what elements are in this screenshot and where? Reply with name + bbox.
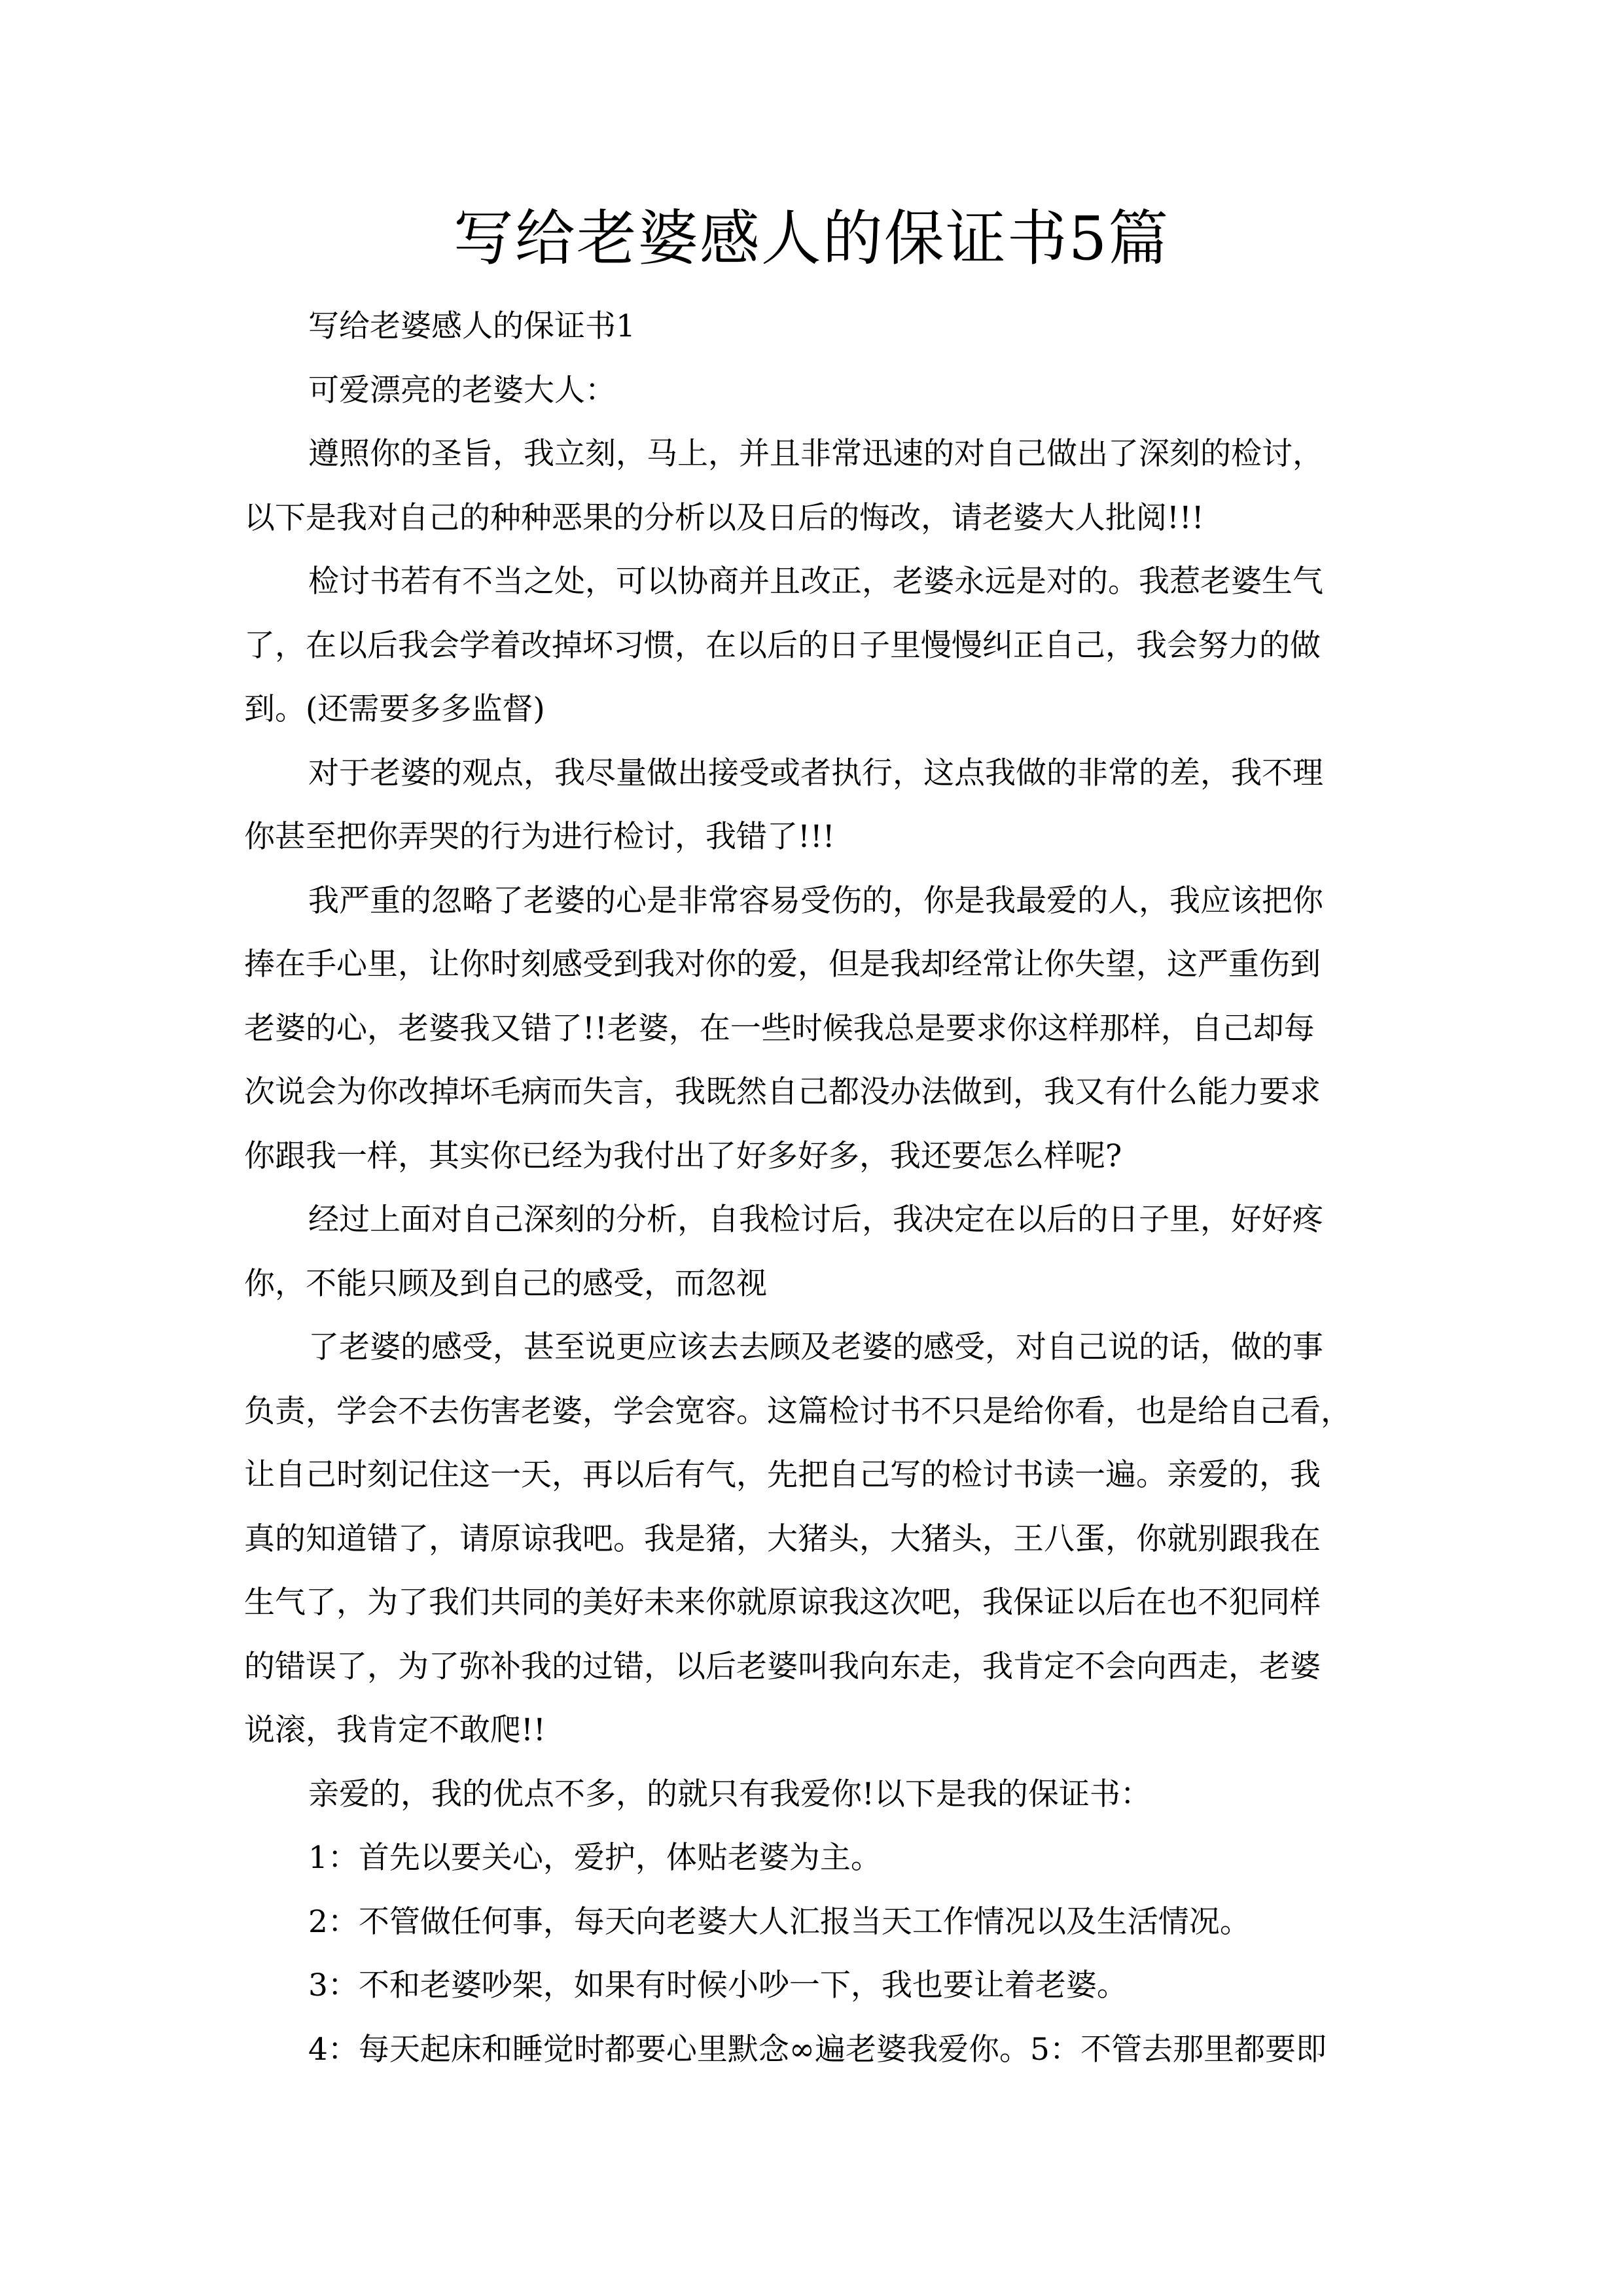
paragraph-line: 了，在以后我会学着改掉坏习惯，在以后的日子里慢慢纠正自己，我会努力的做: [244, 627, 1321, 664]
paragraph-line: 生气了，为了我们共同的美好未来你就原谅我这次吧，我保证以后在也不犯同样: [244, 1585, 1321, 1621]
paragraph-line: 你甚至把你弄哭的行为进行检讨，我错了!!!: [244, 819, 835, 855]
salutation: 可爱漂亮的老婆大人：: [308, 372, 616, 408]
paragraph-line: 老婆的心，老婆我又错了!!老婆，在一些时候我总是要求你这样那样，自己却每: [244, 1010, 1315, 1047]
pledge-item-1: 1：首先以要关心，爱护，体贴老婆为主。: [308, 1840, 882, 1876]
pledge-item-2: 2：不管做任何事，每天向老婆大人汇报当天工作情况以及生活情况。: [308, 1903, 1251, 1940]
document-body: [244, 295, 1396, 2081]
document-title: 写给老婆感人的保证书5篇: [453, 204, 1170, 274]
paragraph-line: 检讨书若有不当之处，可以协商并且改正，老婆永远是对的。我惹老婆生气: [308, 564, 1323, 600]
paragraph-line: 你，不能只顾及到自己的感受，而忽视: [244, 1265, 767, 1302]
paragraph-line: 真的知道错了，请原谅我吧。我是猪，大猪头，大猪头，王八蛋，你就别跟我在: [244, 1520, 1321, 1557]
paragraph-line: 让自己时刻记住这一天，再以后有气，先把自己写的检讨书读一遍。亲爱的，我: [244, 1457, 1321, 1493]
paragraph-line: 亲爱的，我的优点不多，的就只有我爱你!以下是我的保证书：: [308, 1776, 1151, 1812]
paragraph-line: 了老婆的感受，甚至说更应该去去顾及老婆的感受，对自己说的话，做的事: [308, 1329, 1323, 1365]
paragraph-line: 以下是我对自己的种种恶果的分析以及日后的悔改，请老婆大人批阅!!!: [244, 499, 1204, 536]
paragraph-line: 经过上面对自己深刻的分析，自我检讨后，我决定在以后的日子里，好好疼: [308, 1202, 1323, 1238]
paragraph-line: 遵照你的圣旨，我立刻，马上，并且非常迅速的对自己做出了深刻的检讨，: [308, 436, 1323, 472]
paragraph-line: 次说会为你改掉坏毛病而失言，我既然自己都没办法做到，我又有什么能力要求: [244, 1074, 1321, 1110]
paragraph-line: 到。(还需要多多监督): [244, 691, 545, 727]
paragraph-line: 你跟我一样，其实你已经为我付出了好多好多，我还要怎么样呢?: [244, 1138, 1122, 1174]
paragraph-line: 负责，学会不去伤害老婆，学会宽容。这篇检讨书不只是给你看，也是给自己看，: [244, 1393, 1351, 1429]
pledge-item-4: 4：每天起床和睡觉时都要心里默念∞遍老婆我爱你。5：不管去那里都要即: [308, 2031, 1327, 2068]
paragraph-line: 说滚，我肯定不敢爬!!: [244, 1712, 546, 1748]
section-heading: 写给老婆感人的保证书1: [308, 308, 635, 344]
paragraph-line: 捧在手心里，让你时刻感受到我对你的爱，但是我却经常让你失望，这严重伤到: [244, 946, 1321, 982]
pledge-item-3: 3：不和老婆吵架，如果有时候小吵一下，我也要让着老婆。: [308, 1967, 1128, 2003]
paragraph-line: 对于老婆的观点，我尽量做出接受或者执行，这点我做的非常的差，我不理: [308, 755, 1323, 791]
paragraph-line: 的错误了，为了弥补我的过错，以后老婆叫我向东走，我肯定不会向西走，老婆: [244, 1648, 1321, 1685]
paragraph-line: 我严重的忽略了老婆的心是非常容易受伤的，你是我最爱的人，我应该把你: [308, 882, 1323, 919]
